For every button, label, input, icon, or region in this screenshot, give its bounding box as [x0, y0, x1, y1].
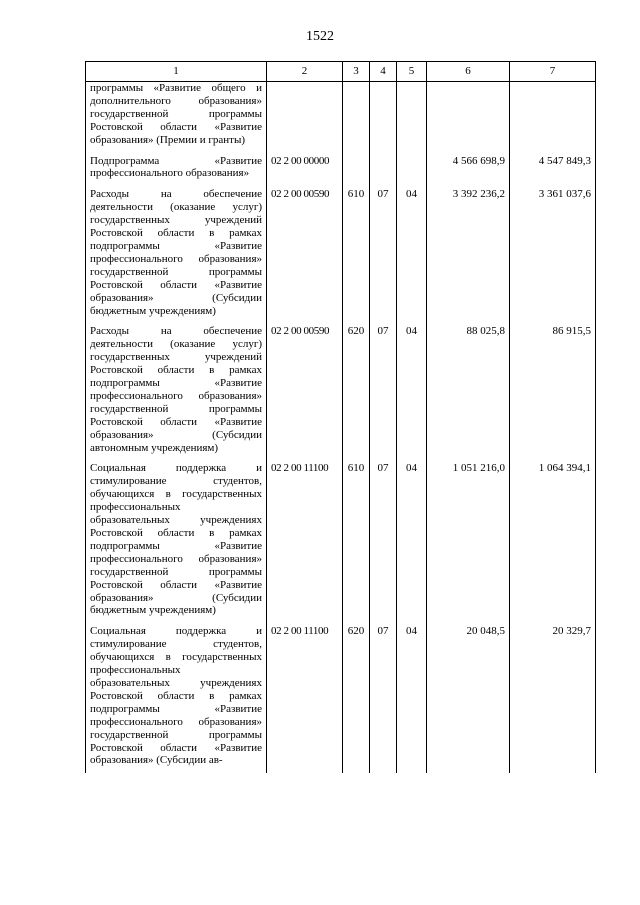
- row-year2: [510, 82, 596, 153]
- table-row: [86, 623, 596, 773]
- row-vr: 610: [343, 460, 370, 623]
- row-pr: 04: [397, 186, 427, 323]
- header-row: [86, 62, 596, 82]
- column-header: 4: [370, 62, 397, 82]
- row-year2: 1 064 394,1: [510, 460, 596, 623]
- row-rz: 07: [370, 186, 397, 323]
- row-vr: 620: [343, 323, 370, 460]
- row-year1: 3 392 236,2: [427, 186, 510, 323]
- row-year2: 20 329,7: [510, 623, 596, 773]
- row-pr: 04: [397, 323, 427, 460]
- row-vr: 610: [343, 186, 370, 323]
- column-header: 6: [427, 62, 510, 82]
- row-vr: 620: [343, 623, 370, 773]
- row-vr: [343, 82, 370, 153]
- table-row: [86, 323, 596, 460]
- row-year2: 86 915,5: [510, 323, 596, 460]
- table-row: [86, 460, 596, 623]
- row-pr: [397, 82, 427, 153]
- row-vr: [343, 153, 370, 187]
- row-name: Подпрограмма «Развитие профессионального образования»: [86, 153, 267, 187]
- row-code: 02 2 00 00590: [267, 323, 343, 460]
- row-code: 02 2 00 11100: [267, 460, 343, 623]
- row-name: Социальная поддержка и стимулирование студентов, обучающихся в государственных профессиональных образовательных учреждениях Ростовской области в рамках подпрограммы «Развитие профессионального образования» государственной программы Ростовской области «Развитие образования» (Субсидии бюджетным учреждениям): [86, 460, 267, 623]
- row-rz: [370, 82, 397, 153]
- column-header: 2: [267, 62, 343, 82]
- row-pr: 04: [397, 460, 427, 623]
- row-code: [267, 82, 343, 153]
- column-header: 3: [343, 62, 370, 82]
- row-rz: 07: [370, 460, 397, 623]
- row-name: программы «Развитие общего и дополнительного образования» государственной программы Ростовской области «Развитие образования» (Премии и гранты): [86, 82, 267, 153]
- row-code: 02 2 00 00000: [267, 153, 343, 187]
- table-row: [86, 186, 596, 323]
- row-year1: [427, 82, 510, 153]
- row-year1: 20 048,5: [427, 623, 510, 773]
- row-code: 02 2 00 11100: [267, 623, 343, 773]
- column-header: 7: [510, 62, 596, 82]
- column-header: 1: [86, 62, 267, 82]
- row-name: Социальная поддержка и стимулирование студентов, обучающихся в государственных профессиональных образовательных учреждениях Ростовской области в рамках подпрограммы «Развитие профессионального образования» государственной программы Ростовской области «Развитие образования» (Субсидии ав-: [86, 623, 267, 773]
- column-header: 5: [397, 62, 427, 82]
- row-rz: 07: [370, 623, 397, 773]
- budget-table: [85, 61, 596, 773]
- row-pr: [397, 153, 427, 187]
- row-name: Расходы на обеспечение деятельности (оказание услуг) государственных учреждений Ростовской области в рамках подпрограммы «Развитие профессионального образования» государственной программы Ростовской области «Развитие образования» (Субсидии автономным учреждениям): [86, 323, 267, 460]
- row-year2: 3 361 037,6: [510, 186, 596, 323]
- table-row: [86, 82, 596, 153]
- row-year1: 1 051 216,0: [427, 460, 510, 623]
- row-name: Расходы на обеспечение деятельности (оказание услуг) государственных учреждений Ростовской области в рамках подпрограммы «Развитие профессионального образования» государственной программы Ростовской области «Развитие образования» (Субсидии бюджетным учреждениям): [86, 186, 267, 323]
- row-year1: 88 025,8: [427, 323, 510, 460]
- page-number: 1522: [306, 29, 334, 44]
- table-row: [86, 153, 596, 187]
- row-year2: 4 547 849,3: [510, 153, 596, 187]
- row-rz: [370, 153, 397, 187]
- row-rz: 07: [370, 323, 397, 460]
- row-code: 02 2 00 00590: [267, 186, 343, 323]
- row-pr: 04: [397, 623, 427, 773]
- row-year1: 4 566 698,9: [427, 153, 510, 187]
